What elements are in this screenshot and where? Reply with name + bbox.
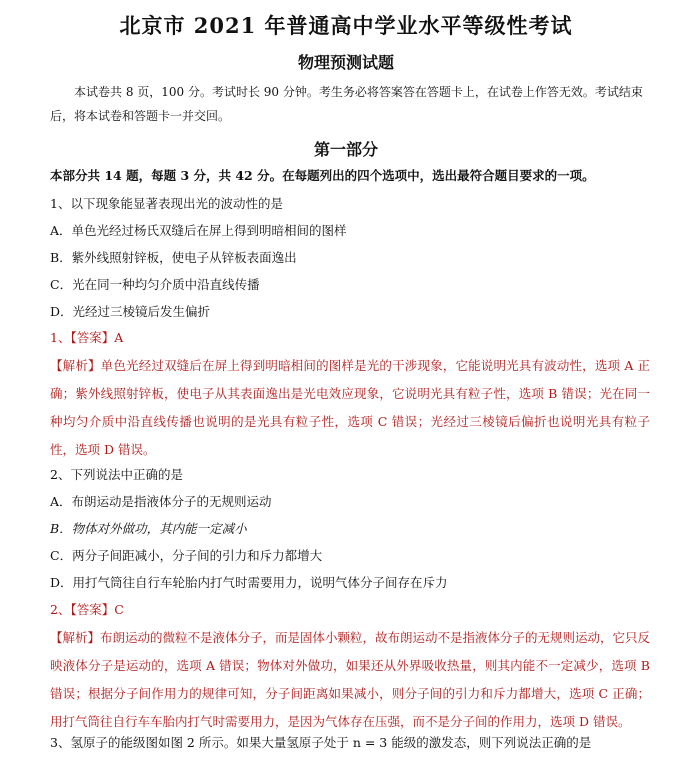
q2-option-c: C．两分子间距减小，分子间的引力和斥力都增大 — [50, 548, 323, 563]
q3-stem: 3、氢原子的能级图如图 2 所示。如果大量氢原子处于 n = 3 能级的激发态，则下列说法正确的是 — [50, 735, 592, 750]
q2-option-b: B．物体对外做功，其内能一定减小 — [50, 521, 247, 536]
q1-option-a: A．单色光经过杨氏双缝后在屏上得到明暗相间的图样 — [50, 223, 347, 238]
q1-option-c: C．光在同一种均匀介质中沿直线传播 — [50, 277, 260, 292]
part-title: 第一部分 — [313, 140, 378, 159]
q2-answer: 2、【答案】C — [50, 602, 124, 617]
q2-analysis: 【解析】布朗运动的微粒不是液体分子，而是固体小颗粒，故布朗运动不是指液体分子的无规则运动，它只反映液体分子是运动的，选项 A 错误；物体对外做功，如果还从外界吸收热量，则其内能不一定减少，选项 B 错误；根据分子间作用力的规律可知，分子间距离如果减小，则分子间的引力和斥力都增大，选项 C 正确；用打气筒往自行车车胎内打气时需要用力，是因为气体存在压强，而不是分子间的作用力，选项 D 错误。 — [50, 630, 651, 729]
part-instruction: 本部分共 14 题，每题 3 分，共 42 分。在每题列出的四个选项中，选出最符合题目要求的一项。 — [50, 168, 595, 183]
q1-answer: 1、【答案】A — [50, 330, 124, 345]
q2-stem: 2、下列说法中正确的是 — [50, 467, 183, 482]
q2-option-d: D．用打气筒往自行车轮胎内打气时需要用力，说明气体分子间存在斥力 — [50, 575, 448, 590]
q2-option-a: A．布朗运动是指液体分子的无规则运动 — [50, 494, 272, 509]
q1-option-b: B．紫外线照射锌板，使电子从锌板表面逸出 — [50, 250, 297, 265]
exam-title: 北京市 2021 年普通高中学业水平等级性考试 — [119, 13, 573, 38]
q1-stem: 1、以下现象能显著表现出光的波动性的是 — [50, 196, 283, 211]
q1-analysis: 【解析】单色光经过双缝后在屏上得到明暗相间的图样是光的干涉现象，它能说明光具有波动性，选项 A 正确；紫外线照射锌板，使电子从其表面逸出是光电效应现象，它说明光具有粒子性，选项 B 错误；光在同一种均匀介质中沿直线传播也说明的是光具有粒子性，选项 C 错误；光经过三棱镜后偏折也说明光具有粒子性，选项 D 错误。 — [50, 358, 650, 457]
exam-subtitle: 物理预测试题 — [297, 53, 394, 72]
exam-intro: 本试卷共 8 页，100 分。考试时长 90 分钟。考生务必将答案答在答题卡上，在试卷上作答无效。考试结束后，将本试卷和答题卡一并交回。 — [50, 85, 643, 123]
q1-option-d: D．光经过三棱镜后发生偏折 — [50, 304, 211, 319]
